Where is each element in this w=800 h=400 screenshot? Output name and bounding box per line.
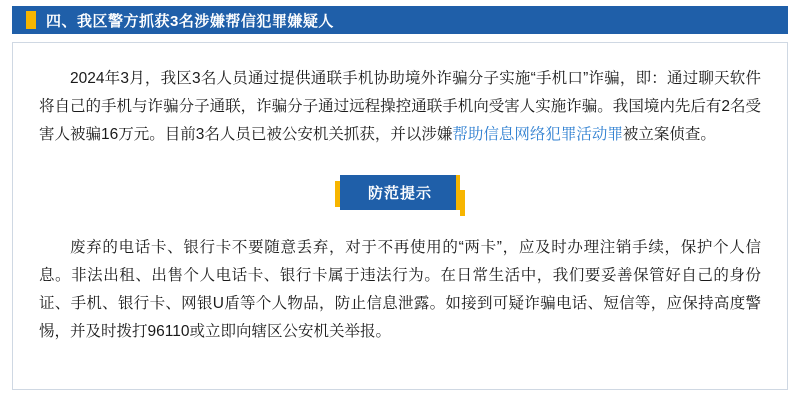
case-paragraph-text-lead: 2024年3月，我区3名人员通过提供通联手机协助境外诈骗分子实施“手机口”诈骗，即：通过聊天软件将自己的手机与诈骗分子通联，诈骗分子通过远程操控通联手机向受害人实施诈骗。我国境内先后有2名受害人被骗16万元。目前3名人员已被公安机关抓获，并以涉嫌 xyxy=(39,70,761,143)
accent-marker-icon xyxy=(26,11,36,29)
content-body xyxy=(13,43,787,356)
prevention-tip-banner xyxy=(340,175,460,210)
tip-banner-wrapper xyxy=(39,175,761,210)
content-card xyxy=(12,42,788,390)
prevention-paragraph: 废弃的电话卡、银行卡不要随意丢弃，对于不再使用的“两卡”，应及时办理注销手续，保护个人信息。非法出租、出售个人电话卡、银行卡属于违法行为。在日常生活中，我们要妥善保管好自己的身份证、手机、银行卡、网银U盾等个人物品，防止信息泄露。如接到可疑诈骗电话、短信等，应保持高度警惕，并及时拨打96110或立即向辖区公安机关举报。 xyxy=(39,239,761,340)
section-header-bar xyxy=(12,6,788,34)
case-paragraph xyxy=(39,65,761,149)
crime-charge-highlight: 帮助信息网络犯罪活动罪 xyxy=(452,126,623,143)
case-paragraph-text-tail: 被立案侦查。 xyxy=(622,126,716,143)
page-title: 四、我区警方抓获3名涉嫌帮信犯罪嫌疑人 xyxy=(46,12,334,30)
prevention-tip-label: 防范提示 xyxy=(367,185,432,202)
